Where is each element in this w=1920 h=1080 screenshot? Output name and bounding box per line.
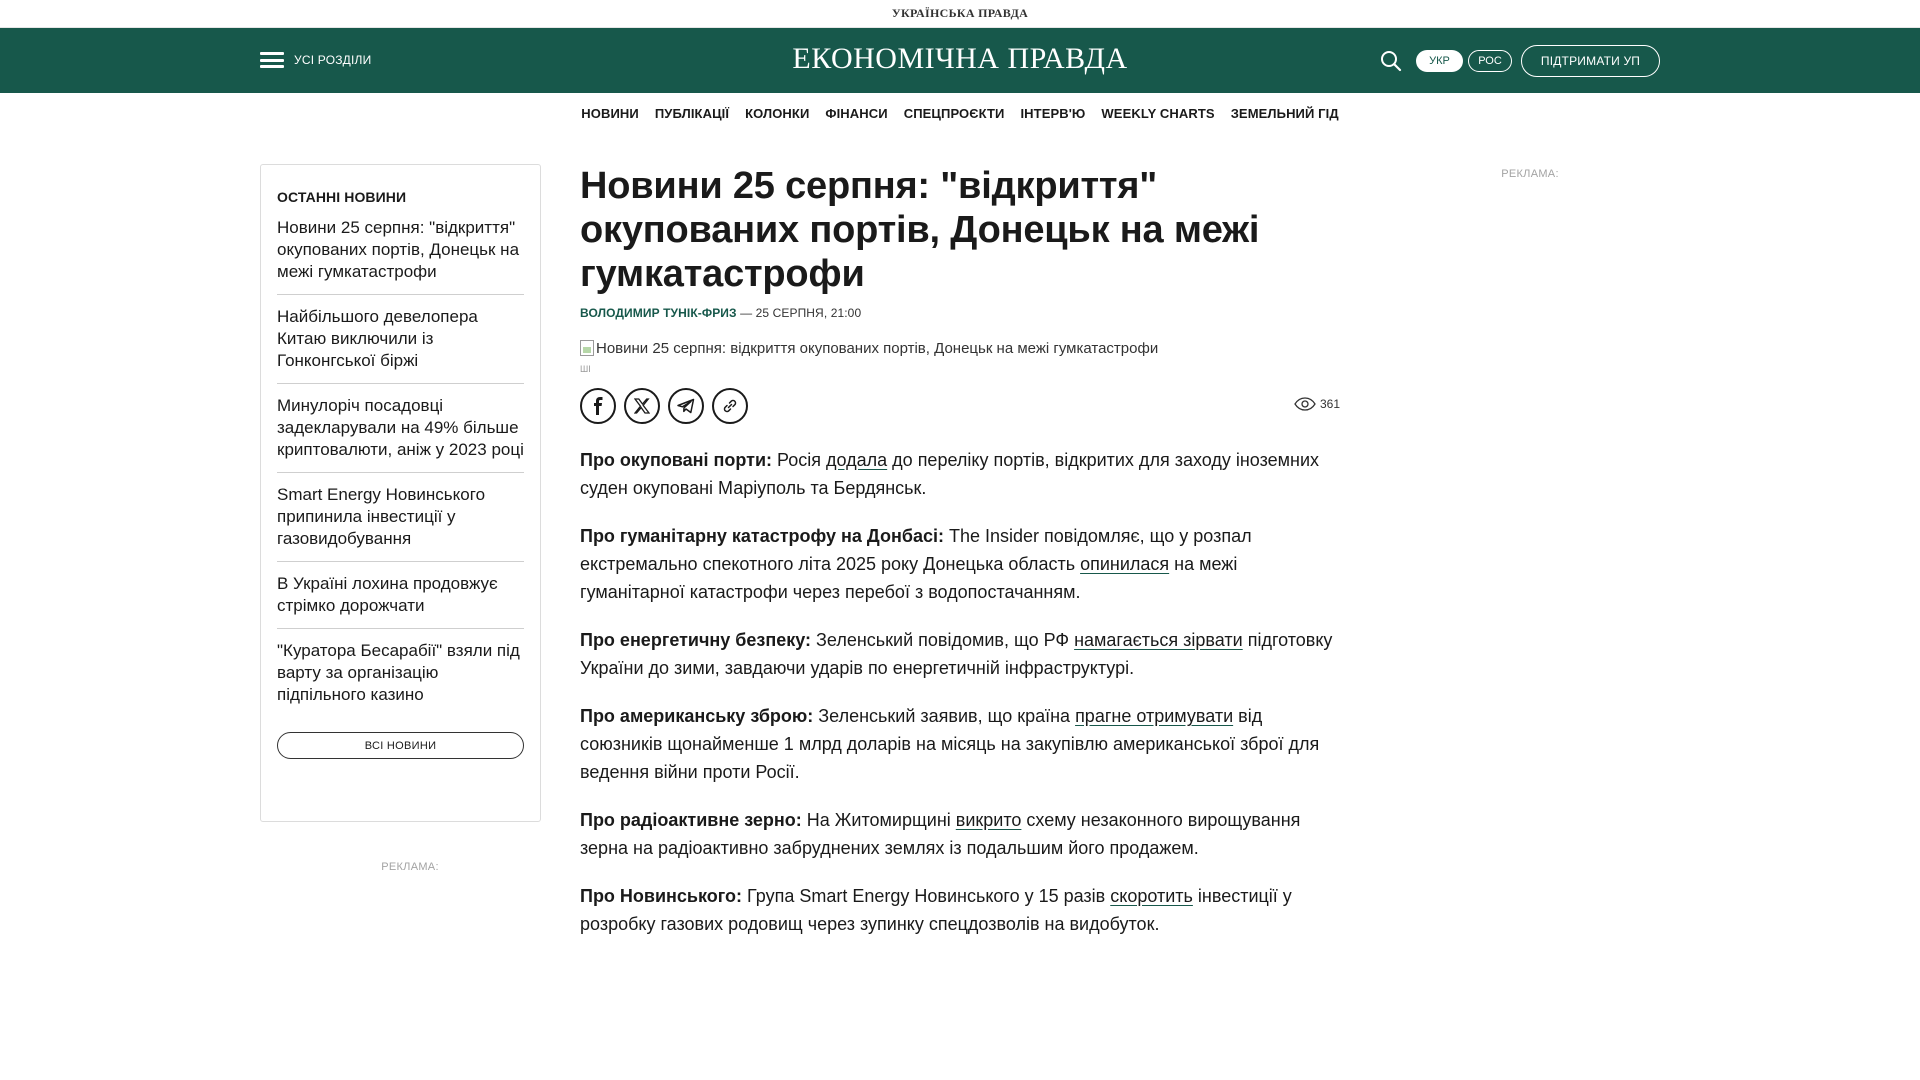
paragraph-text: Група Smart Energy Новинського у 15 разів xyxy=(742,886,1111,906)
news-list-item[interactable]: Найбільшого девелопера Китаю виключили із Гонконгської біржі xyxy=(277,306,524,384)
all-sections-label: УСІ РОЗДІЛИ xyxy=(294,53,372,67)
paragraph-text: Зеленський заявив, що країна xyxy=(813,706,1076,726)
x-icon xyxy=(634,398,650,414)
article-paragraph xyxy=(580,882,1340,938)
paragraph-link[interactable]: викрито xyxy=(955,810,1022,830)
article-paragraph xyxy=(580,522,1340,606)
paragraph-lead: Про радіоактивне зерно: xyxy=(580,810,802,830)
nav-item-interview[interactable]: ІНТЕРВ'Ю xyxy=(1020,105,1086,121)
article-paragraph xyxy=(580,702,1340,786)
nav-item-news[interactable]: НОВИНИ xyxy=(581,105,639,121)
paragraph-text: від союзників щонайменше 1 млрд доларів на місяць на закупівлю американської зброї для ведення війни проти Росії. xyxy=(580,706,1320,782)
language-ukr-button[interactable]: УКР xyxy=(1416,50,1463,72)
paragraph-lead: Про Новинського: xyxy=(580,886,743,906)
article-title: Новини 25 серпня: "відкриття" окупованих портів, Донецьк на межі гумкатастрофи xyxy=(580,165,1260,295)
paragraph-text: Зеленський повідомив, що РФ xyxy=(811,630,1075,650)
top-strip xyxy=(0,0,1920,28)
ad-label-left: РЕКЛАМА: xyxy=(381,861,439,873)
article-paragraph xyxy=(580,806,1340,862)
paragraph-lead: Про енергетичну безпеку: xyxy=(580,630,812,650)
paragraph-text: Росія xyxy=(772,450,827,470)
news-list-item[interactable]: "Куратора Бесарабії" взяли під варту за організацію підпільного казино xyxy=(277,641,520,704)
view-counter xyxy=(1294,397,1340,411)
sidebar-title: ОСТАННІ НОВИНИ xyxy=(277,189,407,205)
author-link[interactable]: ВОЛОДИМИР ТУНІК-ФРИЗ xyxy=(580,306,737,320)
language-ros-button[interactable]: РОС xyxy=(1468,50,1512,72)
image-credit: ШІ xyxy=(580,364,591,374)
main-nav xyxy=(0,93,1920,133)
paragraph-text: до переліку портів, відкритих для заходу іноземних суден окуповані Маріуполь та Бердянськ. xyxy=(580,450,1320,498)
article xyxy=(580,164,1340,958)
news-list-item[interactable]: Smart Energy Новинського припинила інвестиції у газовидобування xyxy=(277,484,524,562)
copy-link-button[interactable] xyxy=(712,388,748,424)
paragraph-text: підготовку України до зими, завдаючи ударів по енергетичній інфраструктурі. xyxy=(580,630,1333,678)
paragraph-lead: Про гуманітарну катастрофу на Донбасі: xyxy=(580,526,944,546)
all-news-button[interactable]: ВСІ НОВИНИ xyxy=(277,732,524,759)
nav-item-land-guide[interactable]: ЗЕМЕЛЬНИЙ ГІД xyxy=(1230,105,1339,121)
ad-label-right: РЕКЛАМА: xyxy=(1501,168,1559,180)
nav-item-columns[interactable]: КОЛОНКИ xyxy=(745,105,810,121)
search-icon[interactable] xyxy=(1379,49,1403,73)
article-paragraph xyxy=(580,446,1340,502)
nav-item-weekly-charts[interactable]: WEEKLY CHARTS xyxy=(1101,105,1215,121)
nav-item-publications[interactable]: ПУБЛІКАЦІЇ xyxy=(654,105,730,121)
link-icon xyxy=(721,397,739,415)
view-count: 361 xyxy=(1319,397,1340,411)
article-date: — 25 СЕРПНЯ, 21:00 xyxy=(736,306,862,320)
paragraph-link[interactable]: додала xyxy=(826,450,888,470)
news-list-item[interactable]: Новини 25 серпня: "відкриття" окупованих портів, Донецьк на межі гумкатастрофи xyxy=(277,217,524,295)
paragraph-link[interactable]: опинилася xyxy=(1080,554,1170,574)
site-header xyxy=(0,28,1920,93)
all-sections-button[interactable] xyxy=(260,48,371,72)
share-row xyxy=(580,388,1340,424)
latest-news-list xyxy=(277,217,524,716)
article-image-alt: Новини 25 серпня: відкриття окупованих портів, Донецьк на межі гумкатастрофи xyxy=(596,339,1159,357)
latest-news-sidebar xyxy=(260,164,541,822)
paragraph-text: на межі гуманітарної катастрофи через перебої з водопостачанням. xyxy=(580,554,1238,602)
nav-item-special-projects[interactable]: СПЕЦПРОЄКТИ xyxy=(903,105,1005,121)
news-list-item[interactable]: В Україні лохина продовжує стрімко дорожчати xyxy=(277,573,524,629)
paragraph-text: The Insider повідомляє, що у розпал екстремально спекотного літа 2025 року Донецька область xyxy=(580,526,1252,574)
nav-item-finance[interactable]: ФІНАНСИ xyxy=(825,105,888,121)
paragraph-link[interactable]: скоротить xyxy=(1110,886,1193,906)
article-body xyxy=(580,446,1340,938)
broken-image-icon xyxy=(580,340,594,356)
article-paragraph xyxy=(580,626,1340,682)
news-list-item[interactable]: Минулоріч посадовці задекларували на 49% більше криптовалюти, аніж у 2023 році xyxy=(277,395,524,473)
paragraph-lead: Про окуповані порти: xyxy=(580,450,773,470)
paragraph-link[interactable]: прагне отримувати xyxy=(1075,706,1234,726)
telegram-share-button[interactable] xyxy=(668,388,704,424)
facebook-share-button[interactable] xyxy=(580,388,616,424)
paragraph-link[interactable]: намагається зірвати xyxy=(1074,630,1243,650)
paragraph-lead: Про американську зброю: xyxy=(580,706,814,726)
facebook-icon xyxy=(590,397,606,415)
article-image xyxy=(580,338,1340,358)
paragraph-text: На Житомирщині xyxy=(801,810,956,830)
eye-icon xyxy=(1294,397,1316,411)
parent-site-logo[interactable]: УКРАЇНСЬКА ПРАВДА xyxy=(891,6,1029,20)
byline xyxy=(580,306,1340,320)
support-button[interactable]: ПІДТРИМАТИ УП xyxy=(1521,45,1660,77)
telegram-icon xyxy=(677,398,695,414)
site-logo[interactable]: ЕКОНОМІЧНА ПРАВДА xyxy=(792,42,1128,75)
hamburger-icon xyxy=(260,52,284,68)
paragraph-text: схему незаконного вирощування зерна на радіоактивно забруднених землях із подальшим його продажем. xyxy=(580,810,1301,858)
paragraph-text: інвестиції у розробку газових родовищ через зупинку спецдозволів на видобуток. xyxy=(580,886,1292,934)
x-share-button[interactable] xyxy=(624,388,660,424)
